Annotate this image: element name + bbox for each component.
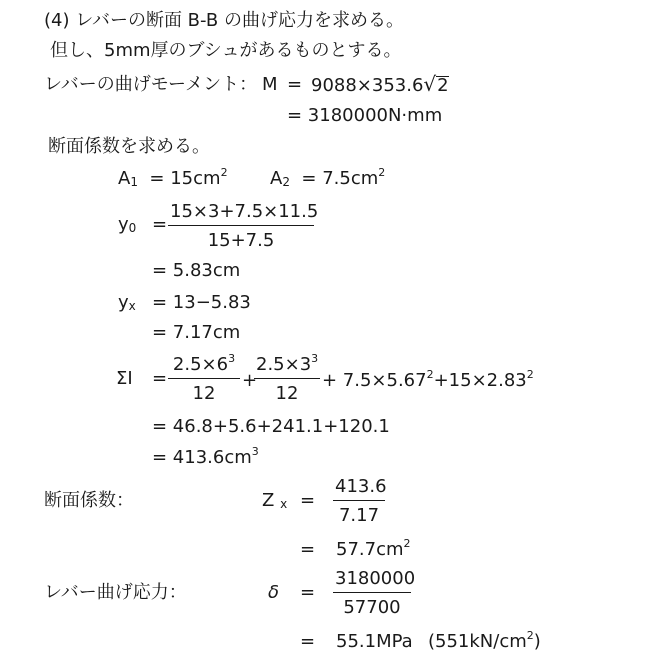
stress-alt-unit <box>428 629 541 652</box>
sigma-i-sum: = 46.8+5.6+241.1+120.1 <box>152 416 390 437</box>
sigma-i-fraction-1 <box>168 352 240 404</box>
tail-2-exp: 2 <box>526 368 534 381</box>
sigma-i-eq: = <box>152 368 168 389</box>
fraction-1-denominator: 12 <box>192 383 216 404</box>
stress-denominator: 57700 <box>343 597 401 618</box>
tail-2: +15×2.83 <box>433 370 527 391</box>
y0-var-wrap <box>118 216 136 234</box>
stress-alt-open: (551kN/cm <box>428 631 527 652</box>
moment-eq: = <box>287 74 303 95</box>
modulus-result-value: 57.7cm <box>336 539 404 560</box>
modulus-var: Z <box>262 490 275 511</box>
f1-exp: 3 <box>228 352 236 365</box>
sqrt-symbol: √ <box>423 72 437 96</box>
a1-value: = 15cm <box>149 168 221 189</box>
moment-var: M <box>262 74 278 95</box>
f2-exp: 3 <box>311 352 319 365</box>
modulus-label: 断面係数： <box>44 490 134 511</box>
a1-exp: 2 <box>220 166 228 179</box>
modulus-result <box>336 537 411 560</box>
yx-sub: x <box>128 299 136 313</box>
a2-var: A <box>270 168 283 189</box>
area-a1 <box>118 166 228 189</box>
a2-sub: 2 <box>282 175 290 189</box>
a2-value: = 7.5cm <box>301 168 379 189</box>
problem-heading: (4) レバーの断面 B-B の曲げ応力を求める。 <box>44 10 404 31</box>
tail-1-exp: 2 <box>426 368 434 381</box>
modulus-result-exp: 2 <box>403 537 411 550</box>
stress-eq: = <box>300 582 316 603</box>
stress-result: 55.1MPa <box>336 631 413 652</box>
modulus-denominator: 7.17 <box>338 505 380 526</box>
yx-expression: = 13−5.83 <box>152 292 251 313</box>
modulus-sub: x <box>280 497 288 511</box>
moment-expr: 9088×353.6 <box>311 75 424 96</box>
a2-exp: 2 <box>378 166 386 179</box>
sigma-i-result <box>152 445 259 468</box>
a1-sub: 1 <box>130 175 138 189</box>
stress-alt-close: ) <box>533 631 541 652</box>
modulus-fraction <box>333 478 385 525</box>
fraction-1-numerator <box>168 352 240 378</box>
sqrt-radicand: 2 <box>437 75 449 96</box>
sigma-i-result-exp: 3 <box>251 445 259 458</box>
y0-numerator: 15×3+7.5×11.5 <box>170 201 319 222</box>
modulus-numerator: 413.6 <box>335 476 387 497</box>
y0-result: = 5.83cm <box>152 260 241 281</box>
stress-alt-exp: 2 <box>526 629 534 642</box>
sigma-i-plus: + <box>242 370 258 391</box>
y0-denominator: 15+7.5 <box>207 230 275 251</box>
moment-expression <box>311 74 449 96</box>
stress-eq-2: = <box>300 631 316 652</box>
area-a2 <box>270 166 386 189</box>
fraction-2-numerator <box>254 352 320 378</box>
y0-var: y <box>118 214 129 235</box>
bushing-note: 但し、5mm厚のブシュがあるものとする。 <box>50 40 402 61</box>
stress-numerator: 3180000 <box>335 568 416 589</box>
modulus-eq-2: = <box>300 539 316 560</box>
modulus-var-wrap <box>262 492 287 510</box>
y0-fraction <box>168 201 319 251</box>
modulus-eq: = <box>300 490 316 511</box>
section-title: 断面係数を求める。 <box>48 136 210 157</box>
sigma-i-tail <box>322 368 534 391</box>
sigma-i-var: ΣI <box>116 368 133 389</box>
yx-result: = 7.17cm <box>152 322 241 343</box>
stress-fraction <box>333 568 416 618</box>
yx-var: y <box>118 292 129 313</box>
y0-sub: 0 <box>128 221 137 235</box>
stress-var: δ <box>268 582 280 603</box>
moment-label: レバーの曲げモーメント： <box>44 74 258 95</box>
yx-var-wrap <box>118 294 136 312</box>
fraction-2-denominator: 12 <box>275 383 299 404</box>
y0-eq: = <box>152 214 168 235</box>
f2-num: 2.5×3 <box>256 354 312 375</box>
tail-1: + 7.5×5.67 <box>322 370 427 391</box>
stress-label: レバー曲げ応力： <box>44 582 187 603</box>
moment-result: = 3180000N·mm <box>287 105 443 126</box>
sigma-i-fraction-2 <box>254 352 320 404</box>
sigma-i-result-value: = 413.6cm <box>152 447 252 468</box>
a1-var: A <box>118 168 131 189</box>
f1-num: 2.5×6 <box>172 354 229 375</box>
